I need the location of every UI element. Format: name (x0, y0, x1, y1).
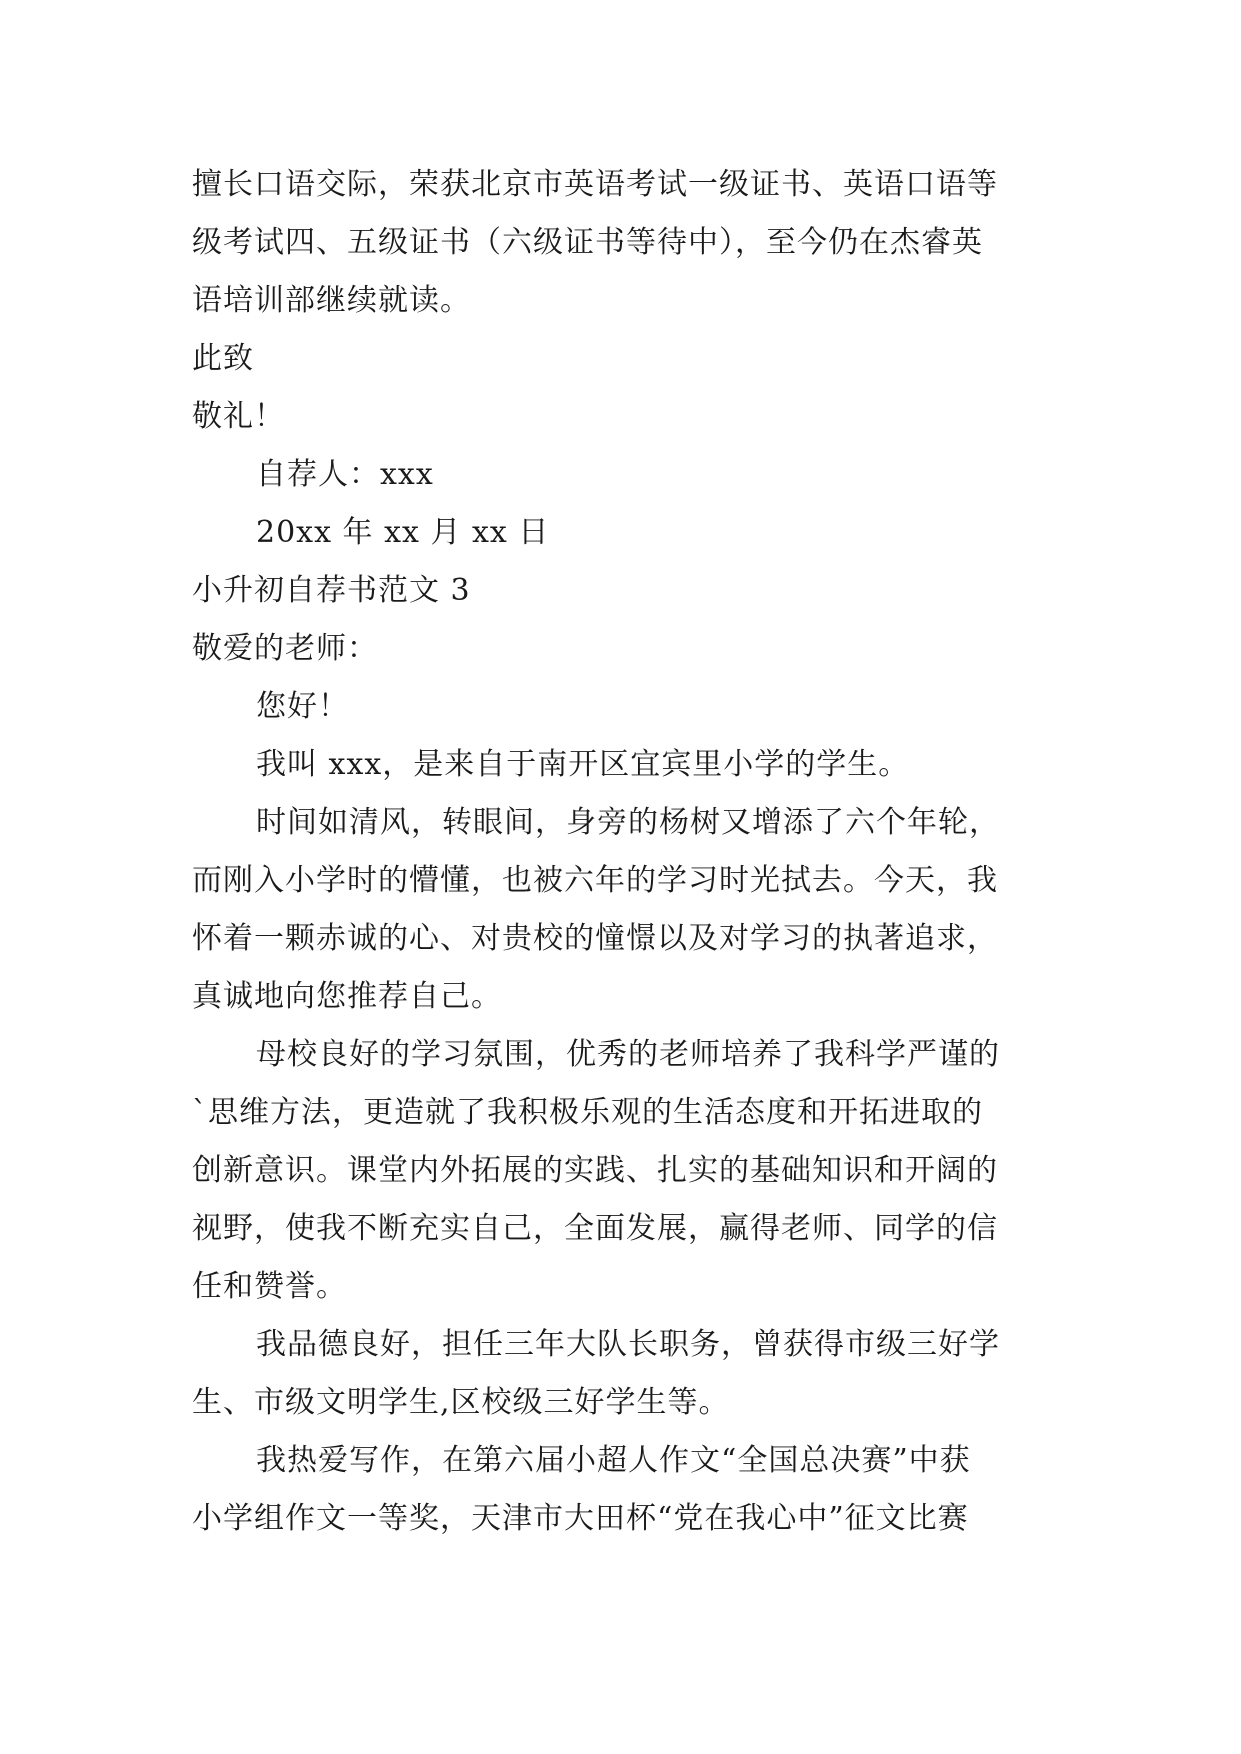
paragraph-line: 我品德良好，担任三年大队长职务，曾获得市级三好学 (256, 1327, 1000, 1362)
paragraph-line: 我叫 xxx，是来自于南开区宜宾里小学的学生。 (256, 747, 910, 782)
paragraph-line: 语培训部继续就读。 (192, 283, 471, 318)
paragraph-line: 母校良好的学习氛围，优秀的老师培养了我科学严谨的 (256, 1037, 1000, 1072)
paragraph-line: 而刚入小学时的懵懂，也被六年的学习时光拭去。今天，我 (192, 863, 998, 898)
paragraph-line: 我热爱写作，在第六届小超人作文“全国总决赛”中获 (256, 1443, 971, 1478)
paragraph-line: 生、市级文明学生,区校级三好学生等。 (192, 1385, 730, 1420)
paragraph-line: 视野，使我不断充实自己，全面发展，赢得老师、同学的信 (192, 1211, 998, 1246)
closing-line: 此致 (192, 341, 254, 376)
salutation: 敬爱的老师： (192, 631, 378, 666)
paragraph-line: 怀着一颗赤诚的心、对贵校的憧憬以及对学习的执著追求， (192, 921, 998, 956)
paragraph-line: 级考试四、五级证书（六级证书等待中），至今仍在杰睿英 (192, 225, 983, 260)
paragraph-line: 创新意识。课堂内外拓展的实践、扎实的基础知识和开阔的 (192, 1153, 998, 1188)
paragraph-line: 时间如清风，转眼间，身旁的杨树又增添了六个年轮， (256, 805, 1000, 840)
paragraph-line: 真诚地向您推荐自己。 (192, 979, 502, 1014)
signature-line: 自荐人：xxx (256, 457, 434, 492)
paragraph-line: 擅长口语交际，荣获北京市英语考试一级证书、英语口语等 (192, 167, 998, 202)
section-title: 小升初自荐书范文 3 (192, 573, 471, 608)
paragraph-line: 小学组作文一等奖，天津市大田杯“党在我心中”征文比赛 (192, 1501, 969, 1536)
paragraph-line: 任和赞誉。 (192, 1269, 347, 1304)
paragraph-line: `思维方法，更造就了我积极乐观的生活态度和开拓进取的 (192, 1095, 983, 1130)
greeting: 您好！ (256, 689, 349, 724)
closing-salute: 敬礼！ (192, 399, 285, 434)
date-line: 20xx 年 xx 月 xx 日 (256, 515, 550, 550)
